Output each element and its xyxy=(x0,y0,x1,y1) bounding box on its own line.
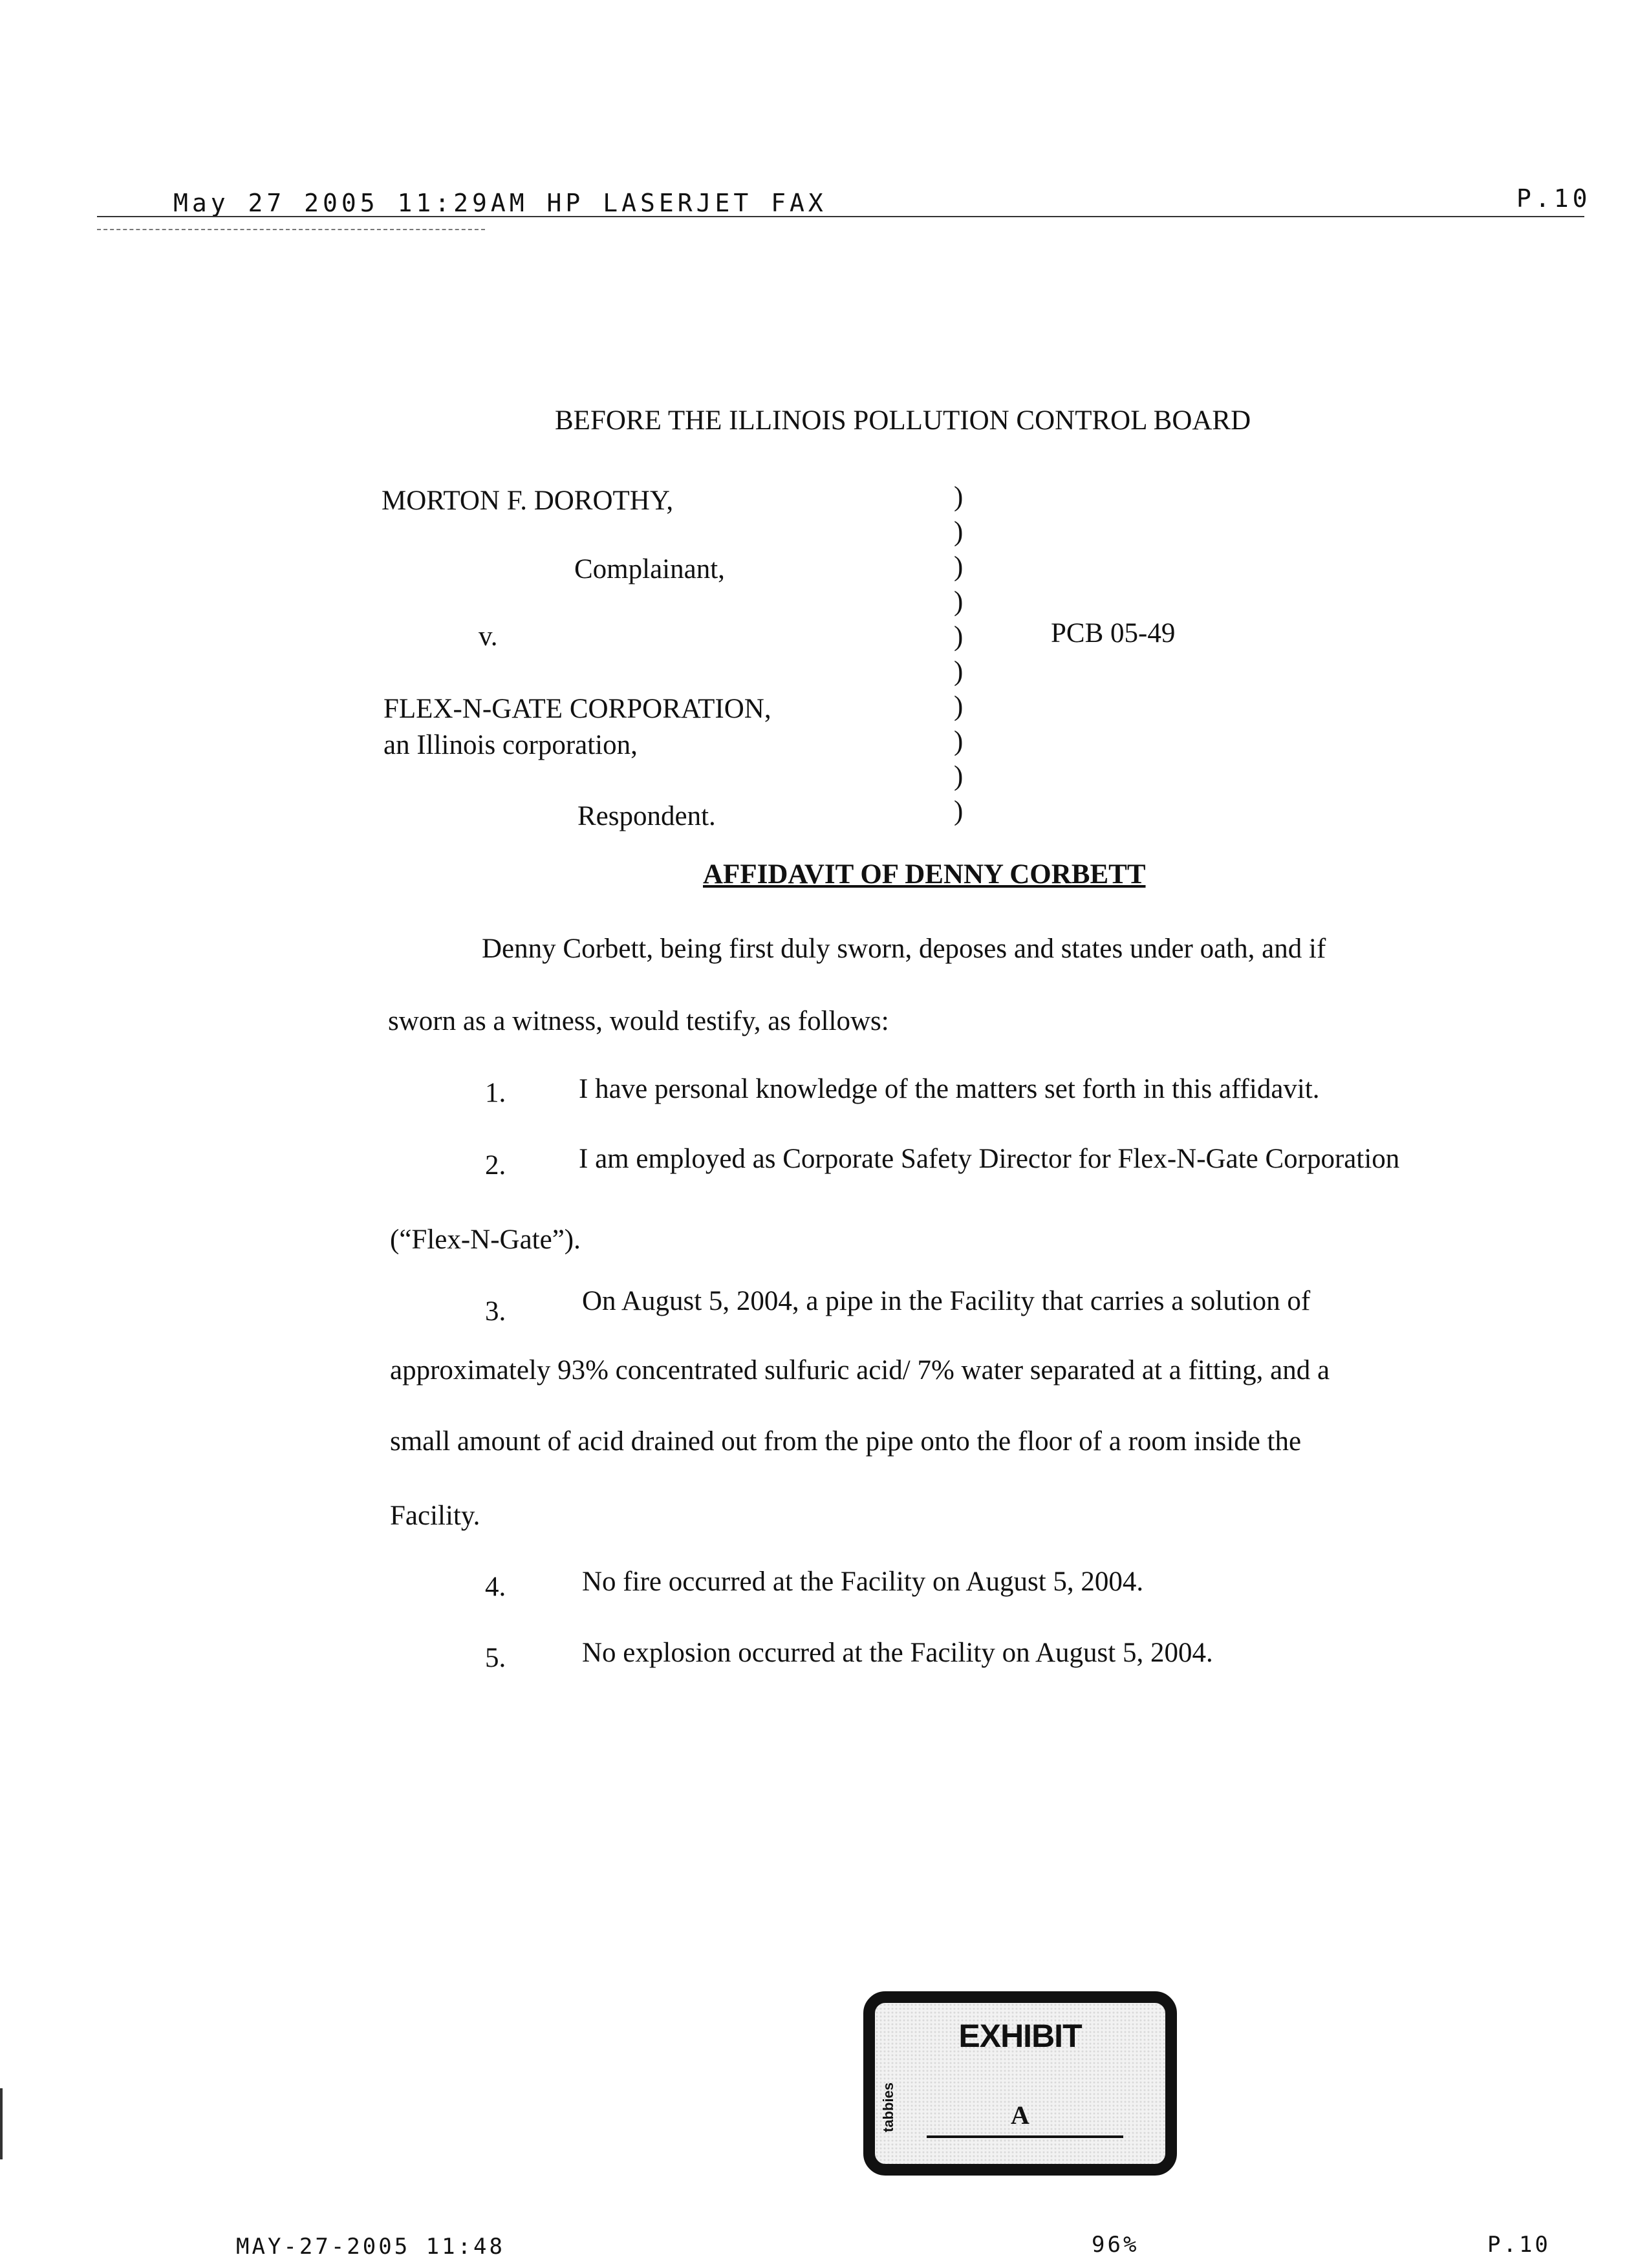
paragraph-text: (“Flex-N-Gate”). xyxy=(390,1225,581,1255)
fax-header-rule xyxy=(97,216,1584,217)
intro-line: Denny Corbett, being first duly sworn, deposes and states under oath, and if xyxy=(482,934,1326,964)
exhibit-brand-label: tabbies xyxy=(880,2082,896,2132)
paragraph-text: Facility. xyxy=(390,1501,480,1531)
scan-edge-mark xyxy=(0,2088,3,2159)
paragraph-number: 3. xyxy=(485,1296,506,1327)
fax-footer-page-number: P.10 xyxy=(1487,2232,1551,2258)
paragraph-text: No fire occurred at the Facility on August 5, 2004. xyxy=(582,1567,1144,1597)
paragraph-number: 1. xyxy=(485,1078,506,1108)
fax-header-dashed-rule xyxy=(97,229,485,230)
paragraph-number: 2. xyxy=(485,1150,506,1181)
respondent-role: Respondent. xyxy=(577,801,716,831)
affidavit-title: AFFIDAVIT OF DENNY CORBETT xyxy=(703,859,1146,890)
paragraph-number: 5. xyxy=(485,1643,506,1673)
paragraph-text: small amount of acid drained out from the pipe onto the floor of a room inside the xyxy=(390,1426,1302,1457)
paragraph-text: approximately 93% concentrated sulfuric acid/ 7% water separated at a fitting, and a xyxy=(390,1355,1330,1385)
paragraph-text: I have personal knowledge of the matters set forth in this affidavit. xyxy=(579,1074,1320,1104)
exhibit-underline xyxy=(927,2135,1123,2138)
fax-footer-date: MAY-27-2005 11:48 xyxy=(236,2234,505,2260)
fax-footer-percent: 96% xyxy=(1092,2232,1139,2258)
respondent-name: FLEX-N-GATE CORPORATION, xyxy=(383,694,771,724)
caption-parentheses-column: ) ) ) ) ) ) ) ) ) ) xyxy=(954,482,964,826)
exhibit-letter: A xyxy=(1011,2101,1029,2130)
paragraph-number: 4. xyxy=(485,1572,506,1602)
complainant-role: Complainant, xyxy=(574,554,725,584)
fax-header-page-number: P.10 xyxy=(1516,184,1591,213)
fax-header-stamp: May 27 2005 11:29AM HP LASERJET FAX xyxy=(173,189,827,217)
paragraph-text: On August 5, 2004, a pipe in the Facility that carries a solution of xyxy=(582,1286,1311,1316)
paragraph-text: I am employed as Corporate Safety Director for Flex-N-Gate Corporation xyxy=(579,1144,1400,1174)
case-number: PCB 05-49 xyxy=(1051,618,1176,648)
respondent-description: an Illinois corporation, xyxy=(383,730,638,760)
complainant-name: MORTON F. DOROTHY, xyxy=(382,486,674,516)
board-title: BEFORE THE ILLINOIS POLLUTION CONTROL BOARD xyxy=(555,405,1251,436)
intro-line: sworn as a witness, would testify, as follows: xyxy=(388,1006,889,1036)
exhibit-sticker xyxy=(863,1991,1177,2176)
paragraph-text: No explosion occurred at the Facility on August 5, 2004. xyxy=(582,1638,1213,1668)
exhibit-label: EXHIBIT xyxy=(958,2018,1082,2054)
versus-label: v. xyxy=(479,621,498,652)
